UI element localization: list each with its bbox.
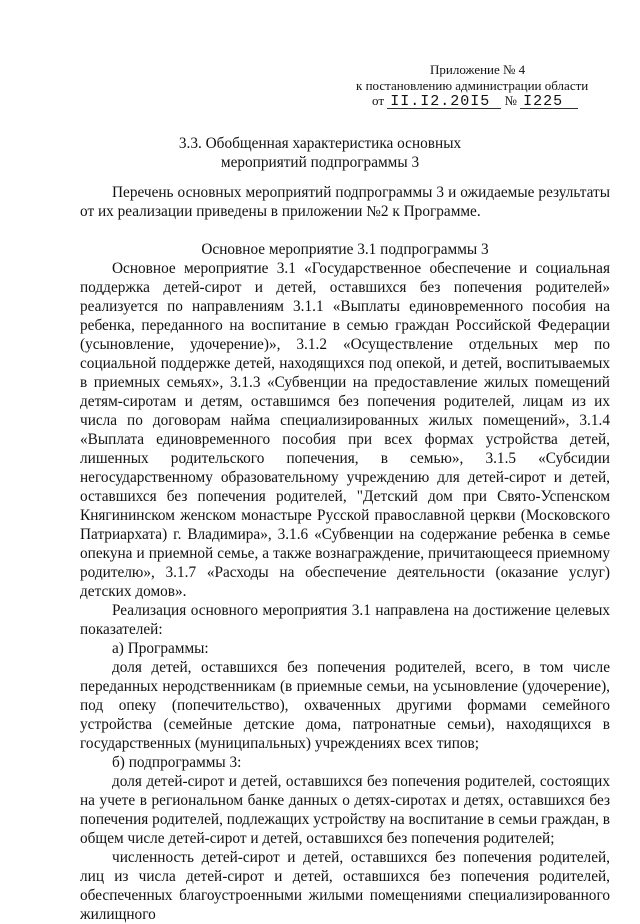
section-heading	[0, 134, 640, 172]
appendix-date-line	[336, 93, 596, 109]
program-target-paragraph: доля детей, оставшихся без попечения родителей, всего, в том числе переданных неродственникам (в приемные семьи, на усыновление (удочерение), под опеку (попечительство), охваченных другими формами семейного устройства (семейные детские дома, патронатные семьи), находящихся в государственных (муниципальных) учреждениях всех типов;	[80, 659, 610, 752]
appendix-reference: к постановлению администрации области	[356, 77, 589, 93]
subprogram-target-paragraph-2: численность детей-сирот и детей, оставшихся без попечения родителей, лиц из числа детей-сирот и детей, оставшихся без попечения родителей, обеспеченных благоустроенными жилыми помещениями специализированного жилищного	[80, 849, 610, 923]
date-label: от	[372, 93, 385, 108]
subprogram-targets-label: б) подпрограммы 3:	[112, 754, 242, 771]
handwritten-date: II.I2.20I5	[387, 95, 501, 109]
subprogram-target-paragraph-1: доля детей-сирот и детей, оставшихся без попечения родителей, состоящих на учете в региональном банке данных о детях-сиротах и детях, оставшихся без попечения родителей, подлежащих устройству на воспитание в семьи граждан, в общем числе детей-сирот и детей, оставшихся без попечения родителей;	[80, 773, 610, 847]
targets-intro-paragraph: Реализация основного мероприятия 3.1 направлена на достижение целевых показателей:	[80, 602, 610, 638]
appendix-number: Приложение № 4	[430, 62, 526, 77]
number-label: №	[504, 93, 517, 108]
program-targets-label: а) Программы:	[112, 640, 209, 657]
section-heading-line2: мероприятий подпрограммы 3	[220, 154, 420, 171]
measure-subheading: Основное мероприятие 3.1 подпрограммы 3	[201, 241, 489, 258]
document-body	[80, 183, 610, 924]
appendix-header	[336, 62, 596, 109]
handwritten-number: I225	[520, 95, 578, 109]
section-heading-line1: 3.3. Обобщенная характеристика основных	[178, 135, 462, 152]
intro-paragraph: Перечень основных мероприятий подпрограммы 3 и ожидаемые результаты от их реализации приведены в приложении №2 к Программе.	[80, 184, 610, 220]
measure-description-paragraph: Основное мероприятие 3.1 «Государственное обеспечение и социальная поддержка детей-сирот и детей, оставшихся без попечения родителей» реализуется по направлениям 3.1.1 «Выплаты единовременного пособия на ребенка, переданного на воспитание в семью граждан Российской Федерации (усыновление, удочерение)», 3.1.2 «Осуществление отдельных мер по социальной поддержке детей, находящихся под опекой, и детей, воспитываемых в приемных семьях», 3.1.3 «Субвенции на предоставление жилых помещений детям-сиротам и детям, оставшимся без попечения родителей, лицам из их числа по договорам найма специализированных жилых помещений», 3.1.4 «Выплата единовременного пособия при всех формах устройства детей, лишенных родительского попечения, в семью», 3.1.5 «Субсидии негосударственному образовательному учреждению для детей-сирот и детей, оставшихся без попечения родителей, "Детский дом при Свято-Успенском Княгининском женском монастыре Русской православной церкви (Московского Патриархата) г. Владимира», 3.1.6 «Субвенции на содержание ребенка в семье опекуна и приемной семье, а также вознаграждение, причитающееся приемному родителю», 3.1.7 «Расходы на обеспечение деятельности (оказание услуг) детских домов».	[80, 260, 610, 600]
